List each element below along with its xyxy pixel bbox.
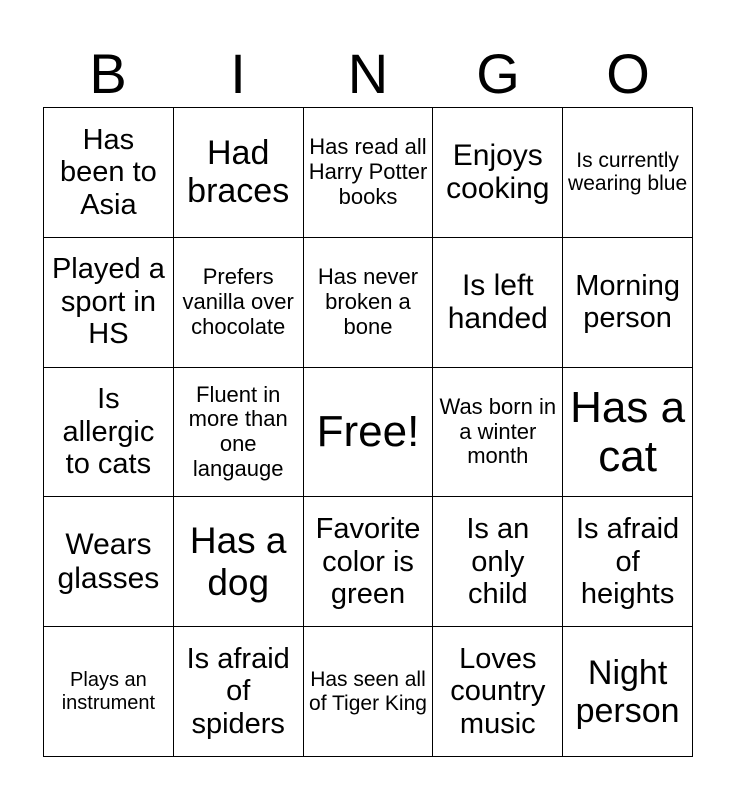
header-letter-i: I [230,42,246,105]
bingo-board [43,107,693,757]
bingo-cell[interactable]: Was born in a winter month [433,368,563,498]
header-letter-b: B [89,42,127,105]
bingo-cell[interactable]: Played a sport in HS [44,238,174,368]
bingo-cell[interactable]: Favorite color is green [304,497,434,627]
bingo-cell[interactable]: Had braces [174,108,304,238]
bingo-cell[interactable]: Fluent in more than one langauge [174,368,304,498]
bingo-cell[interactable]: Has seen all of Tiger King [304,627,434,757]
bingo-cell[interactable]: Is left handed [433,238,563,368]
bingo-cell[interactable]: Night person [563,627,693,757]
bingo-cell[interactable]: Wears glasses [44,497,174,627]
bingo-cell[interactable]: Has never broken a bone [304,238,434,368]
header-letter-n: N [347,42,389,105]
bingo-cell[interactable]: Has read all Harry Potter books [304,108,434,238]
bingo-header [43,40,693,108]
bingo-cell[interactable]: Plays an instrument [44,627,174,757]
free-space[interactable]: Free! [304,368,434,498]
bingo-cell[interactable]: Is afraid of spiders [174,627,304,757]
bingo-cell[interactable]: Has a dog [174,497,304,627]
bingo-cell[interactable]: Is currently wearing blue [563,108,693,238]
bingo-cell[interactable]: Is an only child [433,497,563,627]
bingo-cell[interactable]: Has a cat [563,368,693,498]
header-letter-o: O [606,42,650,105]
bingo-cell[interactable]: Prefers vanilla over chocolate [174,238,304,368]
header-letter-g: G [476,42,520,105]
bingo-cell[interactable]: Loves country music [433,627,563,757]
bingo-cell[interactable]: Morning person [563,238,693,368]
bingo-cell[interactable]: Is afraid of heights [563,497,693,627]
bingo-cell[interactable]: Enjoys cooking [433,108,563,238]
bingo-cell[interactable]: Has been to Asia [44,108,174,238]
bingo-cell[interactable]: Is allergic to cats [44,368,174,498]
